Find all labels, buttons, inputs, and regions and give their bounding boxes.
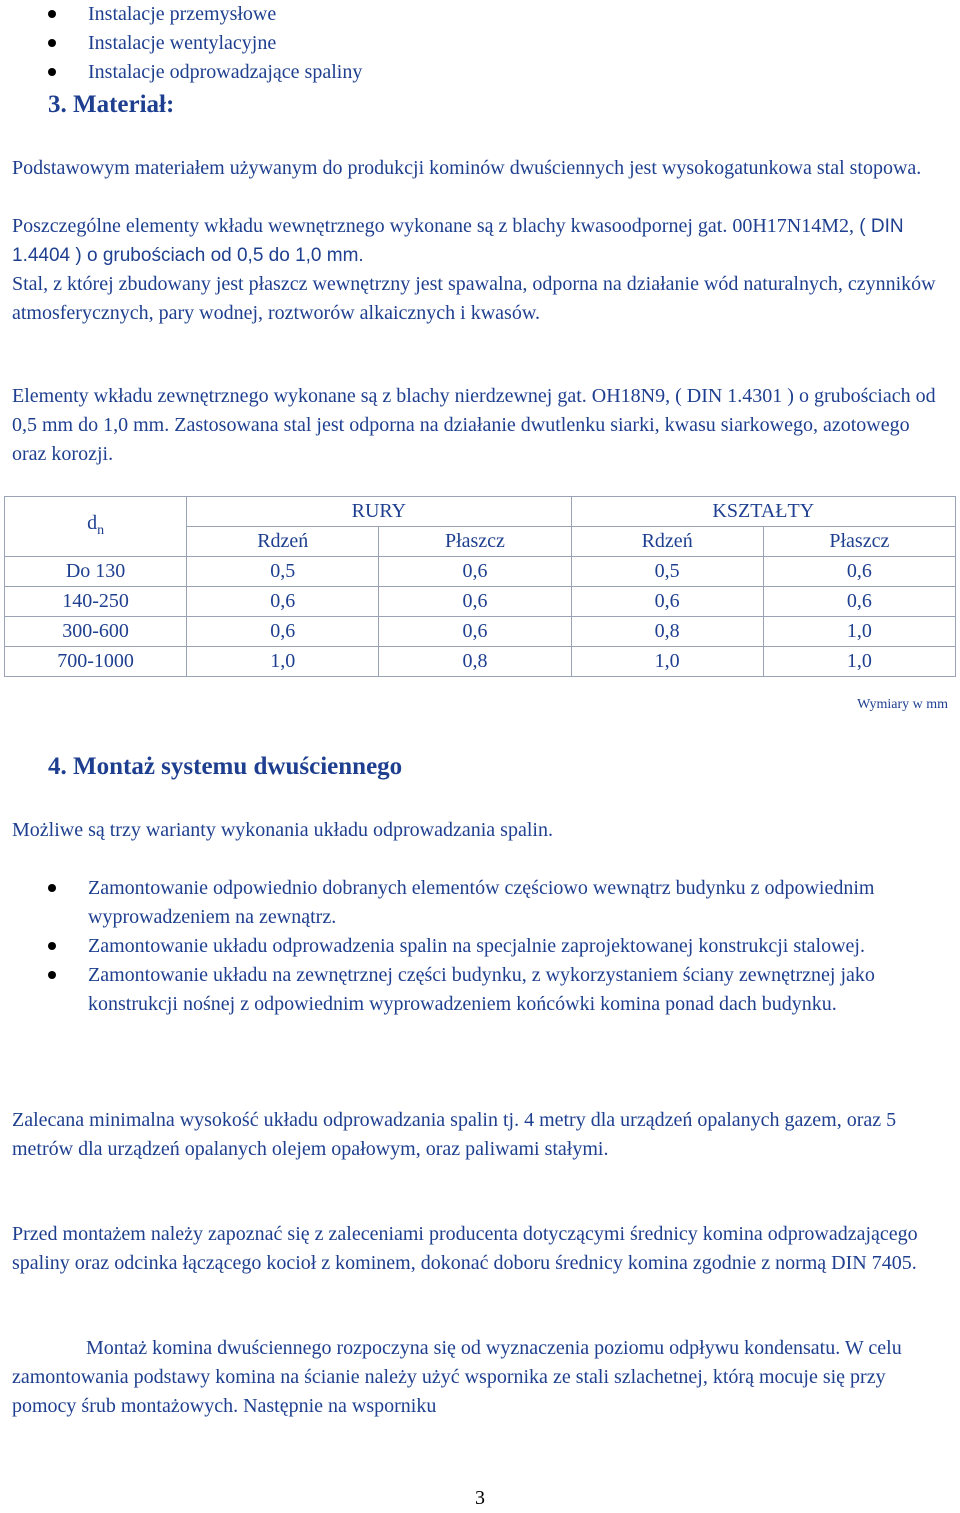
table-cell: 140-250 [5, 587, 187, 617]
thickness-table [4, 496, 956, 677]
table-cell: 1,0 [763, 617, 955, 647]
table-cell: 0,6 [571, 587, 763, 617]
list-item: Instalacje odprowadzające spaliny [0, 58, 960, 87]
table-cell: 1,0 [571, 647, 763, 677]
table-cell: 0,5 [571, 557, 763, 587]
paragraph-material-intro: Podstawowym materiałem używanym do produkcji kominów dwuściennych jest wysokogatunkowa stal stopowa. [12, 157, 922, 179]
sub-header: Płaszcz [763, 527, 955, 557]
table-cell: 0,5 [187, 557, 379, 587]
paragraph-outer-elements: Elementy wkładu zewnętrznego wykonane są z blachy nierdzewnej gat. OH18N9, ( DIN 1.4301 ) o grubościach od 0,5 mm do 1,0 mm. Zastosowana stal jest odporna na działanie dwutlenku siarki, kwasu siarkowego, azotowego oraz korozji. [12, 385, 936, 465]
paragraph-installation-start: Montaż komina dwuściennego rozpoczyna się od wyznaczenia poziomu odpływu kondensatu. W celu zamontowania podstawy komina na ścianie należy użyć wspornika ze stali szlachetnej, którą mocuje się przy pomocy śrub montażowych. Następnie na wsporniku [12, 1337, 902, 1417]
sub-header: Rdzeń [187, 527, 379, 557]
paragraph-inner-elements-spec: ( DIN 1.4404 ) o grubościach od 0,5 do 1,0 mm. [12, 216, 904, 266]
table-cell: Do 130 [5, 557, 187, 587]
table-cell: 300-600 [5, 617, 187, 647]
list-item: Zamontowanie odpowiednio dobranych elementów częściowo wewnątrz budynku z odpowiednim wyprowadzeniem na zewnątrz. [0, 874, 920, 932]
list-item: Instalacje wentylacyjne [0, 29, 960, 58]
paragraph-steel-properties: Stal, z której zbudowany jest płaszcz wewnętrzny jest spawalna, odporna na działanie wód naturalnych, czynników atmosferycznych, pary wodnej, roztworów alkaicznych i kwasów. [12, 273, 936, 324]
table-cell: 1,0 [187, 647, 379, 677]
table-cell: 0,6 [379, 557, 571, 587]
paragraph-inner-elements-text: Poszczególne elementy wkładu wewnętrznego wykonane są z blachy kwasoodpornej gat. 00H17N14M2, [12, 215, 854, 237]
section-3-heading: 3. Materiał: [48, 91, 175, 118]
table-row [5, 557, 956, 587]
table-cell: 1,0 [763, 647, 955, 677]
rury-header: RURY [187, 497, 571, 527]
variants-list [0, 874, 920, 1019]
sub-header: Płaszcz [379, 527, 571, 557]
table-row [5, 617, 956, 647]
sub-header: Rdzeń [571, 527, 763, 557]
table-cell: 0,8 [379, 647, 571, 677]
list-item: Zamontowanie układu na zewnętrznej części budynku, z wykorzystaniem ściany zewnętrznej jako konstrukcji nośnej z odpowiednim wyprowadzeniem końcówki komina ponad dach budynku. [0, 961, 920, 1019]
table-row [5, 587, 956, 617]
table-cell: 0,6 [763, 587, 955, 617]
paragraph-before-installation: Przed montażem należy zapoznać się z zaleceniami producenta dotyczącymi średnicy komina odprowadzającego spaliny oraz odcinka łączącego kocioł z kominem, dokonać doboru średnicy komina zgodnie z normą DIN 7405. [12, 1223, 918, 1274]
units-note: Wymiary w mm [857, 697, 948, 712]
paragraph-inner-elements [12, 212, 942, 270]
table-cell: 0,6 [763, 557, 955, 587]
table-cell: 0,6 [187, 617, 379, 647]
table-cell: 700-1000 [5, 647, 187, 677]
table-cell: 0,6 [379, 587, 571, 617]
table-cell: 0,6 [187, 587, 379, 617]
table-cell: 0,8 [571, 617, 763, 647]
applications-list [0, 0, 960, 87]
list-item: Instalacje przemysłowe [0, 0, 960, 29]
dn-header: $d_n$ [5, 497, 187, 557]
table-cell: 0,6 [379, 617, 571, 647]
list-item: Zamontowanie układu odprowadzenia spalin na specjalnie zaprojektowanej konstrukcji stalowej. [0, 932, 920, 961]
section-4-heading: 4. Montaż systemu dwuściennego [48, 753, 403, 780]
paragraph-variants-intro: Możliwe są trzy warianty wykonania układu odprowadzania spalin. [12, 819, 553, 841]
table-row [5, 647, 956, 677]
ksztalty-header: KSZTAŁTY [571, 497, 955, 527]
paragraph-min-height: Zalecana minimalna wysokość układu odprowadzania spalin tj. 4 metry dla urządzeń opalanych gazem, oraz 5 metrów dla urządzeń opalanych olejem opałowym, oraz paliwami stałymi. [12, 1109, 897, 1160]
page-number: 3 [475, 1487, 485, 1509]
